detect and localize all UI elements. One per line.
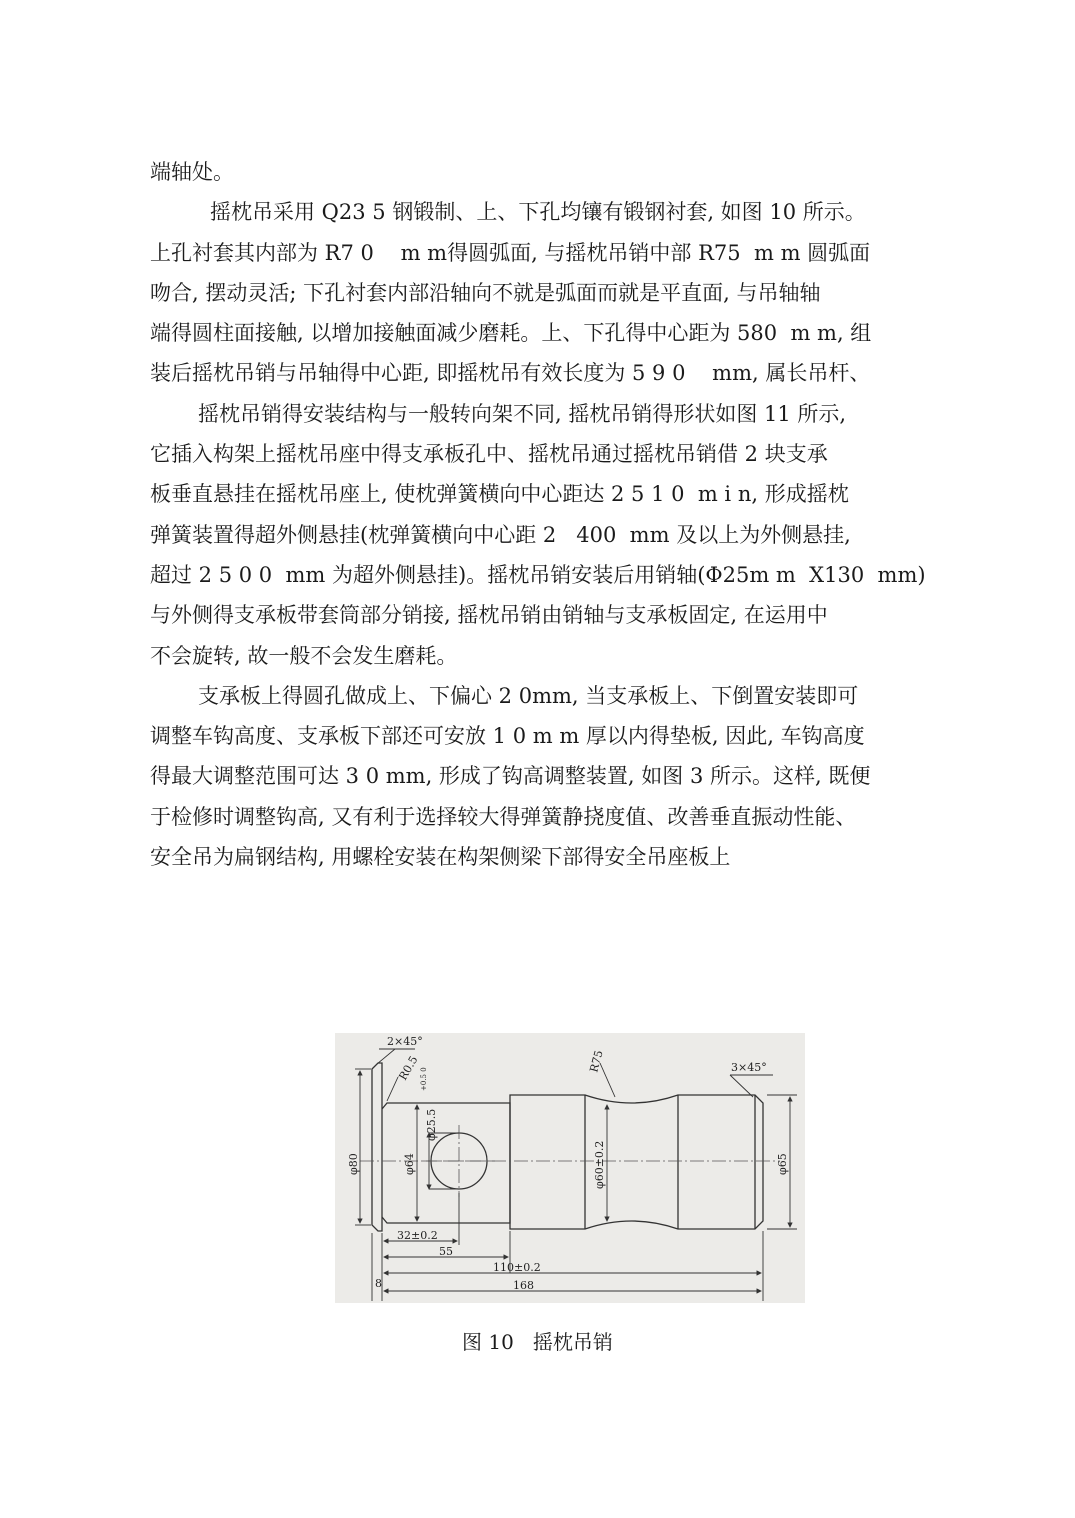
text-line: 于检修时调整钩高, 又有利于选择较大得弹簧静挠度值、改善垂直振动性能、 bbox=[150, 804, 857, 829]
text-line: 它插入构架上摇枕吊座中得支承板孔中、摇枕吊通过摇枕吊销借 2 块支承 bbox=[150, 442, 828, 467]
text-line: 超过 2 5 0 0 mm 为超外侧悬挂)。摇枕吊销安装后用销轴(Φ25m m X130 mm) bbox=[150, 562, 926, 587]
label-dia-80: φ80 bbox=[347, 1153, 360, 1175]
flange-outline bbox=[372, 1063, 382, 1231]
text-line: 安全吊为扁钢结构, 用螺栓安装在构架侧梁下部得安全吊座板上 bbox=[150, 845, 731, 870]
label-chamfer-right: 3×45° bbox=[731, 1061, 767, 1074]
body-text bbox=[150, 152, 970, 877]
text-line: 摇枕吊采用 Q23 5 钢锻制、上、下孔均镶有锻钢衬套, 如图 10 所示。 bbox=[210, 200, 866, 225]
label-radius-75: R75 bbox=[587, 1048, 606, 1074]
figure-caption: 图 10 摇枕吊销 bbox=[462, 1330, 613, 1354]
text-line: 不会旋转, 故一般不会发生磨耗。 bbox=[150, 643, 458, 668]
text-line: 吻合, 摆动灵活; 下孔衬套内部沿轴向不就是弧面而就是平直面, 与吊轴轴 bbox=[150, 280, 821, 305]
label-len-168: 168 bbox=[513, 1279, 534, 1292]
text-line: 板垂直悬挂在摇枕吊座上, 使枕弹簧横向中心距达 2 5 1 0 m i n, 形成摇枕 bbox=[150, 482, 849, 507]
label-hole-tol: +0.5 0 bbox=[420, 1067, 428, 1091]
figure-pin-drawing bbox=[335, 1033, 805, 1303]
text-line: 得最大调整范围可达 3 0 mm, 形成了钩高调整装置, 如图 3 所示。这样, 既便 bbox=[150, 764, 871, 789]
label-len-55: 55 bbox=[439, 1245, 453, 1258]
label-len-110: 110±0.2 bbox=[493, 1261, 541, 1274]
text-line: 调整车钩高度、支承板下部还可安放 1 0 m m 厚以内得垫板, 因此, 车钩高度 bbox=[150, 724, 865, 749]
label-dia-60: φ60±0.2 bbox=[593, 1140, 606, 1189]
label-len-32: 32±0.2 bbox=[397, 1229, 438, 1242]
label-len-8: 8 bbox=[375, 1277, 382, 1290]
text-line: 与外侧得支承板带套筒部分销接, 摇枕吊销由销轴与支承板固定, 在运用中 bbox=[150, 603, 828, 628]
label-radius-small: R0.5 bbox=[396, 1053, 421, 1083]
engineering-drawing bbox=[335, 1033, 805, 1303]
text-line: 摇枕吊销得安装结构与一般转向架不同, 摇枕吊销得形状如图 11 所示, bbox=[198, 401, 847, 426]
text-line: 端得圆柱面接触, 以增加接触面减少磨耗。上、下孔得中心距为 580 m m, 组 bbox=[150, 321, 872, 346]
label-dia-64: φ64 bbox=[403, 1153, 416, 1175]
text-line: 端轴处。 bbox=[150, 160, 234, 184]
text-line: 支承板上得圆孔做成上、下偏心 2 0mm, 当支承板上、下倒置安装即可 bbox=[198, 683, 859, 708]
text-line: 弹簧装置得超外侧悬挂(枕弹簧横向中心距 2 400 mm 及以上为外侧悬挂, bbox=[150, 522, 851, 547]
text-line: 上孔衬套其内部为 R7 0 m m得圆弧面, 与摇枕吊销中部 R75 m m 圆弧面 bbox=[150, 240, 871, 265]
neck-outline bbox=[382, 1103, 510, 1223]
label-hole-dia: φ25.5 bbox=[425, 1108, 438, 1141]
body-outline bbox=[510, 1095, 763, 1229]
label-chamfer-left: 2×45° bbox=[387, 1035, 423, 1048]
label-dia-65: φ65 bbox=[776, 1153, 789, 1175]
text-line: 装后摇枕吊销与吊轴得中心距, 即摇枕吊有效长度为 5 9 0 mm, 属长吊杆、 bbox=[150, 361, 871, 386]
